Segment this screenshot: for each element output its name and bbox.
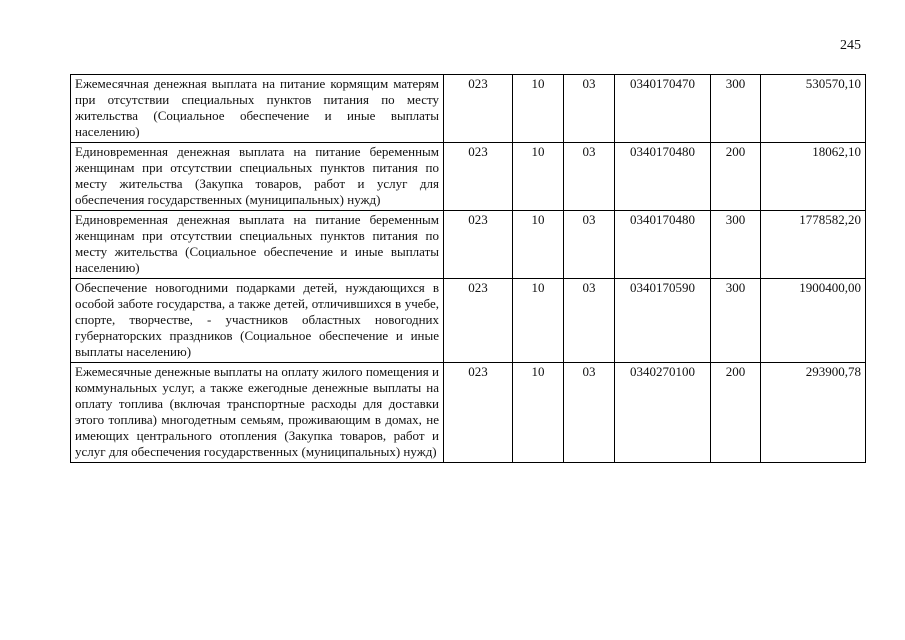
row-description: Ежемесячная денежная выплата на питание кормящим матерям при отсутствии специальных пунктов питания по месту жительства (Социальное обеспечение и иные выплаты населению)	[71, 75, 444, 143]
target-article-code: 0340170470	[615, 75, 711, 143]
ministry-code: 023	[444, 279, 513, 363]
subsection-code: 03	[564, 211, 615, 279]
expense-type-code: 300	[711, 279, 761, 363]
target-article-code: 0340270100	[615, 363, 711, 463]
target-article-code: 0340170590	[615, 279, 711, 363]
subsection-code: 03	[564, 143, 615, 211]
table-row	[71, 279, 866, 363]
section-code: 10	[513, 75, 564, 143]
table-row	[71, 363, 866, 463]
section-code: 10	[513, 211, 564, 279]
subsection-code: 03	[564, 75, 615, 143]
row-description: Обеспечение новогодними подарками детей, нуждающихся в особой заботе государства, а также детей, отличившихся в учебе, спорте, творчестве, - участников областных новогодних губернаторских праздников (Социальное обеспечение и иные выплаты населению)	[71, 279, 444, 363]
ministry-code: 023	[444, 363, 513, 463]
target-article-code: 0340170480	[615, 211, 711, 279]
page-number: 245	[840, 38, 861, 53]
amount: 18062,10	[761, 143, 866, 211]
row-description: Единовременная денежная выплата на питание беременным женщинам при отсутствии специальных пунктов питания по месту жительства (Социальное обеспечение и иные выплаты населению)	[71, 211, 444, 279]
amount: 293900,78	[761, 363, 866, 463]
expense-type-code: 300	[711, 75, 761, 143]
amount: 1900400,00	[761, 279, 866, 363]
target-article-code: 0340170480	[615, 143, 711, 211]
budget-table	[70, 74, 866, 463]
expense-type-code: 200	[711, 143, 761, 211]
section-code: 10	[513, 279, 564, 363]
subsection-code: 03	[564, 363, 615, 463]
amount: 530570,10	[761, 75, 866, 143]
expense-type-code: 300	[711, 211, 761, 279]
amount: 1778582,20	[761, 211, 866, 279]
row-description: Единовременная денежная выплата на питание беременным женщинам при отсутствии специальных пунктов питания по месту жительства (Закупка товаров, работ и услуг для обеспечения государственных (муниципальных) нужд)	[71, 143, 444, 211]
ministry-code: 023	[444, 143, 513, 211]
section-code: 10	[513, 363, 564, 463]
section-code: 10	[513, 143, 564, 211]
ministry-code: 023	[444, 75, 513, 143]
expense-type-code: 200	[711, 363, 761, 463]
subsection-code: 03	[564, 279, 615, 363]
row-description: Ежемесячные денежные выплаты на оплату жилого помещения и коммунальных услуг, а также ежегодные денежные выплаты на оплату топлива (включая транспортные расходы для доставки этого топлива) многодетным семьям, проживающим в домах, не имеющих центрального отопления (Закупка товаров, работ и услуг для обеспечения государственных (муниципальных) нужд)	[71, 363, 444, 463]
ministry-code: 023	[444, 211, 513, 279]
table-row	[71, 211, 866, 279]
table-row	[71, 75, 866, 143]
table-row	[71, 143, 866, 211]
